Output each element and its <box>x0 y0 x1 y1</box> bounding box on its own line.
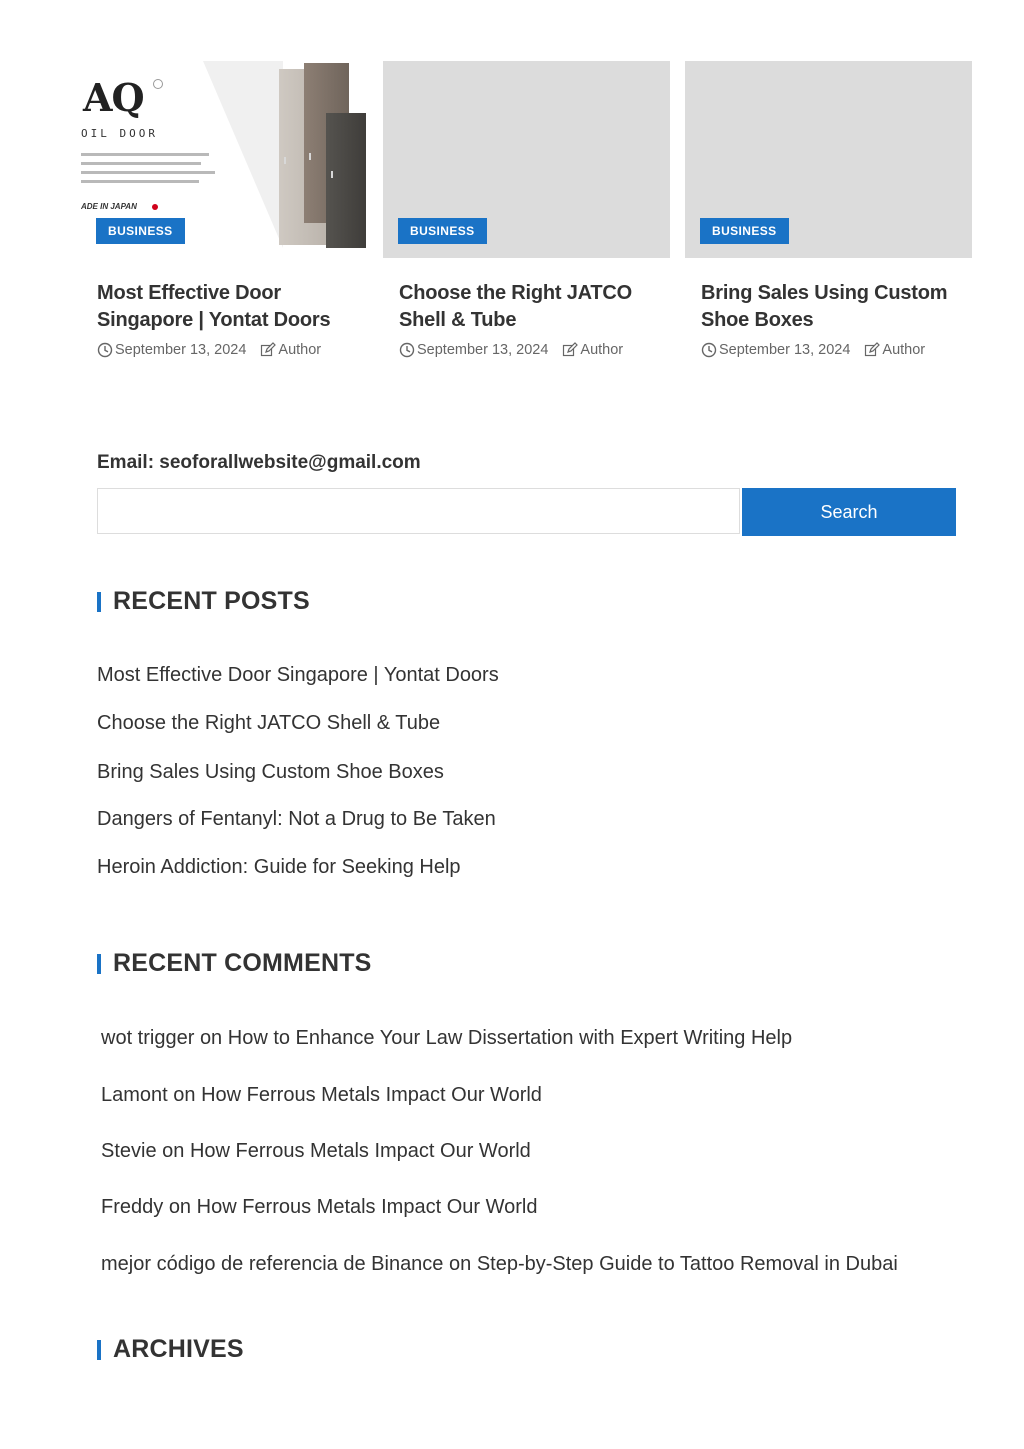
related-posts-grid <box>81 61 972 371</box>
image-text-line <box>81 162 201 165</box>
archives-heading: ARCHIVES <box>97 1334 244 1364</box>
post-thumbnail-placeholder[interactable] <box>685 61 972 258</box>
post-card <box>685 61 972 358</box>
recent-comment <box>101 1253 898 1276</box>
post-date[interactable]: September 13, 2024 <box>417 342 549 358</box>
comment-author[interactable]: wot trigger <box>101 1027 195 1049</box>
post-author[interactable]: Author <box>278 342 322 358</box>
recent-comment <box>101 1027 792 1050</box>
edit-icon <box>562 342 578 358</box>
recent-posts-heading: RECENT POSTS <box>97 586 310 616</box>
door-panel-dark <box>326 113 366 248</box>
registered-mark <box>153 79 163 89</box>
comment-author[interactable]: Freddy <box>101 1196 164 1218</box>
recent-post-link[interactable]: Most Effective Door Singapore | Yontat Doors <box>97 664 499 686</box>
comment-post-link[interactable]: How to Enhance Your Law Dissertation with Expert Writing Help <box>227 1027 793 1049</box>
category-badge[interactable]: BUSINESS <box>700 218 789 244</box>
comment-post-link[interactable]: How Ferrous Metals Impact Our World <box>189 1140 531 1162</box>
japan-flag-icon <box>152 204 158 210</box>
recent-comment <box>101 1196 537 1219</box>
post-title[interactable]: Most Effective Door Singapore | Yontat Doors <box>97 282 331 331</box>
search-input[interactable] <box>97 488 740 534</box>
post-card <box>383 61 670 358</box>
recent-comments-heading: RECENT COMMENTS <box>97 948 372 978</box>
post-thumbnail-placeholder[interactable] <box>383 61 670 258</box>
post-date[interactable]: September 13, 2024 <box>115 342 247 358</box>
recent-post-link[interactable]: Heroin Addiction: Guide for Seeking Help <box>97 856 461 878</box>
category-badge[interactable]: BUSINESS <box>398 218 487 244</box>
post-meta <box>701 342 972 358</box>
comment-author[interactable]: Stevie <box>101 1140 157 1162</box>
post-title[interactable]: Bring Sales Using Custom Shoe Boxes <box>701 282 948 331</box>
post-meta <box>399 342 670 358</box>
search-button[interactable]: Search <box>742 488 956 536</box>
post-author[interactable]: Author <box>580 342 624 358</box>
contact-email: Email: seoforallwebsite@gmail.com <box>97 452 421 473</box>
recent-post-link[interactable]: Dangers of Fentanyl: Not a Drug to Be Taken <box>97 808 496 830</box>
image-text-line <box>81 153 209 156</box>
recent-post-link[interactable]: Choose the Right JATCO Shell & Tube <box>97 712 441 734</box>
recent-post-link[interactable]: Bring Sales Using Custom Shoe Boxes <box>97 761 444 783</box>
comment-author[interactable]: mejor código de referencia de Binance <box>101 1253 444 1275</box>
recent-comment <box>101 1140 531 1163</box>
comment-author[interactable]: Lamont <box>101 1084 168 1106</box>
brand-logo: AQ <box>83 75 144 120</box>
comment-post-link[interactable]: How Ferrous Metals Impact Our World <box>201 1084 542 1106</box>
comment-on-label: on <box>199 1027 223 1049</box>
post-meta <box>97 342 368 358</box>
image-text-line <box>81 171 215 174</box>
clock-icon <box>701 342 717 358</box>
image-background-shape <box>203 61 283 248</box>
image-subtitle: OIL DOOR <box>81 127 158 140</box>
edit-icon <box>260 342 276 358</box>
image-text-line <box>81 180 199 183</box>
category-badge[interactable]: BUSINESS <box>96 218 185 244</box>
comment-post-link[interactable]: How Ferrous Metals Impact Our World <box>196 1196 538 1218</box>
post-author[interactable]: Author <box>882 342 926 358</box>
clock-icon <box>97 342 113 358</box>
edit-icon <box>864 342 880 358</box>
comment-on-label: on <box>162 1140 185 1162</box>
post-date[interactable]: September 13, 2024 <box>719 342 851 358</box>
comment-post-link[interactable]: Step-by-Step Guide to Tattoo Removal in Dubai <box>476 1253 898 1275</box>
comment-on-label: on <box>173 1084 196 1106</box>
made-in-label: ADE IN JAPAN <box>81 202 137 211</box>
post-title[interactable]: Choose the Right JATCO Shell & Tube <box>399 282 633 331</box>
clock-icon <box>399 342 415 358</box>
post-card <box>81 61 368 358</box>
comment-on-label: on <box>449 1253 472 1275</box>
recent-comment <box>101 1084 542 1107</box>
post-thumbnail-door[interactable] <box>81 61 368 248</box>
comment-on-label: on <box>168 1196 192 1218</box>
